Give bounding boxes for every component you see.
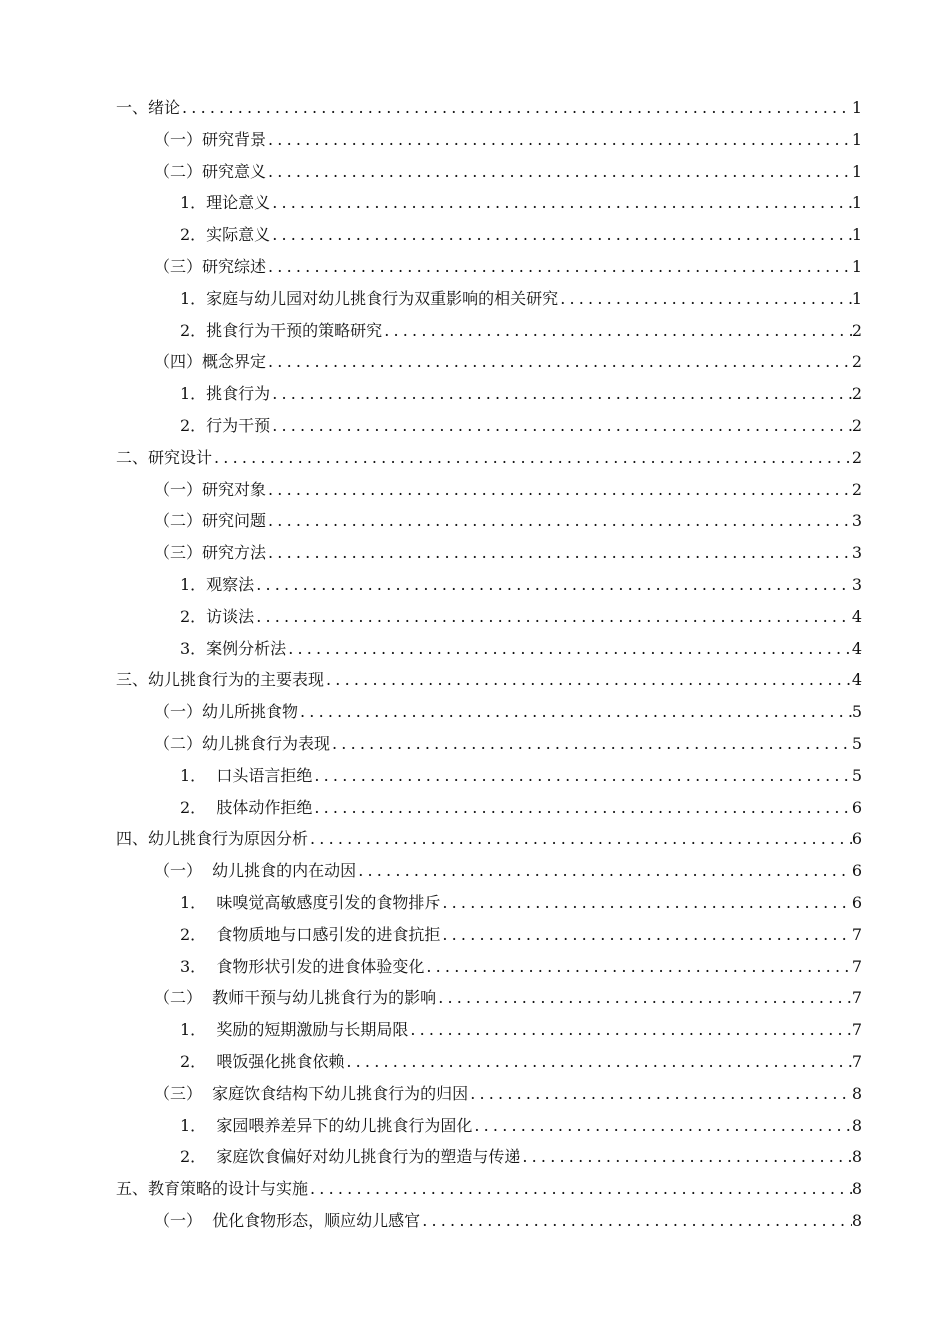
toc-entry-level-2[interactable] — [116, 1078, 862, 1110]
toc-dot-leader — [266, 537, 852, 569]
toc-entry-level-2[interactable] — [116, 696, 862, 728]
toc-page-number: 2 — [851, 415, 862, 435]
toc-page-number: 7 — [851, 1020, 862, 1040]
toc-dot-leader — [420, 1205, 852, 1237]
toc-entry-title: 四、幼儿挑食行为原因分析 — [116, 829, 309, 849]
toc-dot-leader — [356, 855, 852, 887]
table-of-contents — [116, 92, 862, 1237]
toc-entry-title: 1． 口头语言拒绝 — [180, 765, 313, 785]
toc-dot-leader — [270, 410, 852, 442]
toc-entry-level-2[interactable] — [116, 346, 862, 378]
toc-page-number: 2 — [851, 447, 862, 467]
toc-entry-title: （二）幼儿挑食行为表现 — [154, 733, 331, 753]
toc-entry-title: 五、教育策略的设计与实施 — [116, 1179, 309, 1199]
toc-entry-level-3[interactable] — [116, 187, 862, 219]
toc-dot-leader — [408, 1014, 851, 1046]
toc-page-number: 4 — [851, 670, 862, 690]
toc-dot-leader — [558, 283, 852, 315]
toc-entry-title: 1．理论意义 — [180, 193, 271, 213]
toc-entry-title: 2．访谈法 — [180, 606, 255, 626]
toc-dot-leader — [298, 696, 852, 728]
toc-entry-title: 1．挑食行为 — [180, 384, 271, 404]
toc-page-number: 8 — [851, 1210, 862, 1230]
toc-page-number: 1 — [851, 256, 862, 276]
toc-entry-level-2[interactable] — [116, 505, 862, 537]
toc-dot-leader — [212, 442, 852, 474]
toc-entry-title: （三）研究综述 — [154, 256, 267, 276]
toc-entry-level-3[interactable] — [116, 1110, 862, 1142]
toc-entry-level-2[interactable] — [116, 474, 862, 506]
toc-page-number: 8 — [851, 1083, 862, 1103]
toc-entry-level-2[interactable] — [116, 124, 862, 156]
toc-dot-leader — [270, 378, 852, 410]
toc-dot-leader — [254, 569, 852, 601]
toc-entry-title: 2． 喂饭强化挑食依赖 — [180, 1051, 345, 1071]
toc-page-number: 3 — [851, 543, 862, 563]
toc-page-number: 1 — [851, 288, 862, 308]
toc-entry-level-3[interactable] — [116, 887, 862, 919]
toc-dot-leader — [266, 474, 852, 506]
toc-dot-leader — [180, 92, 852, 124]
toc-page-number: 8 — [851, 1147, 862, 1167]
toc-entry-level-3[interactable] — [116, 951, 862, 983]
toc-entry-level-2[interactable] — [116, 855, 862, 887]
toc-page-number: 1 — [851, 98, 862, 117]
toc-entry-level-1[interactable] — [116, 1173, 862, 1205]
toc-entry-level-3[interactable] — [116, 410, 862, 442]
toc-dot-leader — [266, 124, 852, 156]
toc-entry-level-3[interactable] — [116, 919, 862, 951]
toc-entry-level-3[interactable] — [116, 378, 862, 410]
toc-dot-leader — [286, 633, 852, 665]
toc-page-number: 7 — [851, 1051, 862, 1071]
toc-entry-title: 2． 食物质地与口感引发的进食抗拒 — [180, 924, 441, 944]
toc-dot-leader — [266, 251, 852, 283]
toc-page-number: 1 — [851, 193, 862, 213]
toc-entry-title: 2．挑食行为干预的策略研究 — [180, 320, 383, 340]
toc-entry-title: 2．行为干预 — [180, 415, 271, 435]
toc-entry-title: 1． 奖励的短期激励与长期局限 — [180, 1020, 409, 1040]
toc-page-number: 6 — [851, 829, 862, 849]
toc-entry-level-2[interactable] — [116, 1205, 862, 1237]
toc-entry-title: （一）研究对象 — [154, 479, 267, 499]
toc-page-number: 4 — [851, 606, 862, 626]
toc-page-number: 4 — [851, 638, 862, 658]
toc-dot-leader — [270, 219, 852, 251]
toc-dot-leader — [308, 823, 852, 855]
toc-page-number: 8 — [851, 1115, 862, 1135]
toc-entry-level-3[interactable] — [116, 1141, 862, 1173]
toc-entry-level-1[interactable] — [116, 442, 862, 474]
toc-entry-title: 1． 味嗅觉高敏感度引发的食物排斥 — [180, 892, 441, 912]
toc-dot-leader — [520, 1141, 851, 1173]
toc-entry-level-1[interactable] — [116, 823, 862, 855]
toc-dot-leader — [266, 156, 852, 188]
toc-entry-title: （一）研究背景 — [154, 129, 267, 149]
toc-dot-leader — [382, 315, 852, 347]
toc-page-number: 1 — [851, 129, 862, 149]
toc-entry-level-3[interactable] — [116, 315, 862, 347]
toc-dot-leader — [344, 1046, 851, 1078]
toc-entry-level-3[interactable] — [116, 633, 862, 665]
toc-entry-title: 3． 食物形状引发的进食体验变化 — [180, 956, 425, 976]
toc-dot-leader — [308, 1173, 852, 1205]
toc-page-number: 7 — [851, 956, 862, 976]
toc-page-number: 7 — [851, 924, 862, 944]
toc-page-number: 5 — [851, 765, 862, 785]
toc-entry-level-2[interactable] — [116, 251, 862, 283]
toc-entry-title: 1． 家园喂养差异下的幼儿挑食行为固化 — [180, 1115, 473, 1135]
toc-dot-leader — [436, 982, 852, 1014]
toc-page-number: 2 — [851, 384, 862, 404]
toc-page-number: 6 — [851, 797, 862, 817]
toc-page-number: 2 — [851, 320, 862, 340]
toc-entry-title: 1．观察法 — [180, 574, 255, 594]
toc-dot-leader — [468, 1078, 852, 1110]
toc-entry-title: （二） 教师干预与幼儿挑食行为的影响 — [154, 988, 437, 1008]
toc-page-number: 6 — [851, 861, 862, 881]
toc-entry-level-3[interactable] — [116, 760, 862, 792]
toc-page-number: 8 — [851, 1179, 862, 1199]
toc-page-number: 2 — [851, 352, 862, 372]
toc-entry-title: （四）概念界定 — [154, 352, 267, 372]
toc-dot-leader — [266, 505, 852, 537]
toc-page-number: 3 — [851, 574, 862, 594]
toc-dot-leader — [312, 760, 851, 792]
toc-page-number: 6 — [851, 892, 862, 912]
toc-entry-level-3[interactable] — [116, 569, 862, 601]
toc-entry-level-2[interactable] — [116, 156, 862, 188]
toc-entry-title: （一）幼儿所挑食物 — [154, 702, 299, 722]
toc-entry-title: （一） 幼儿挑食的内在动因 — [154, 861, 357, 881]
toc-entry-level-2[interactable] — [116, 982, 862, 1014]
toc-entry-level-3[interactable] — [116, 792, 862, 824]
toc-page-number: 3 — [851, 511, 862, 531]
toc-dot-leader — [424, 951, 851, 983]
toc-entry-level-3[interactable] — [116, 283, 862, 315]
toc-entry-title: 2．实际意义 — [180, 225, 271, 245]
toc-entry-title: （三） 家庭饮食结构下幼儿挑食行为的归因 — [154, 1083, 469, 1103]
toc-dot-leader — [440, 919, 851, 951]
toc-page-number: 1 — [851, 161, 862, 181]
toc-entry-title: 二、研究设计 — [116, 447, 213, 467]
toc-entry-title: 一、绪论 — [116, 98, 181, 117]
toc-entry-title: （二）研究意义 — [154, 161, 267, 181]
toc-page-number: 5 — [851, 733, 862, 753]
toc-entry-title: （一） 优化食物形态，顺应幼儿感官 — [154, 1210, 421, 1230]
toc-entry-title: 1．家庭与幼儿园对幼儿挑食行为双重影响的相关研究 — [180, 288, 559, 308]
toc-entry-title: 2． 肢体动作拒绝 — [180, 797, 313, 817]
toc-entry-title: 2． 家庭饮食偏好对幼儿挑食行为的塑造与传递 — [180, 1147, 521, 1167]
toc-entry-level-3[interactable] — [116, 1046, 862, 1078]
toc-dot-leader — [270, 187, 852, 219]
toc-dot-leader — [472, 1110, 851, 1142]
toc-entry-title: 3．案例分析法 — [180, 638, 287, 658]
toc-page-number: 7 — [851, 988, 862, 1008]
toc-entry-level-3[interactable] — [116, 601, 862, 633]
toc-page-number: 1 — [851, 225, 862, 245]
toc-dot-leader — [440, 887, 851, 919]
toc-page-number: 5 — [851, 702, 862, 722]
toc-dot-leader — [330, 728, 852, 760]
toc-entry-level-2[interactable] — [116, 537, 862, 569]
toc-entry-level-1[interactable] — [116, 92, 862, 124]
toc-dot-leader — [254, 601, 852, 633]
toc-dot-leader — [312, 792, 851, 824]
toc-page-number: 2 — [851, 479, 862, 499]
toc-dot-leader — [266, 346, 852, 378]
toc-entry-level-1[interactable] — [116, 664, 862, 696]
toc-entry-level-3[interactable] — [116, 219, 862, 251]
toc-entry-level-2[interactable] — [116, 728, 862, 760]
toc-dot-leader — [324, 664, 852, 696]
toc-entry-title: （三）研究方法 — [154, 543, 267, 563]
toc-entry-level-3[interactable] — [116, 1014, 862, 1046]
toc-entry-title: 三、幼儿挑食行为的主要表现 — [116, 670, 325, 690]
toc-entry-title: （二）研究问题 — [154, 511, 267, 531]
